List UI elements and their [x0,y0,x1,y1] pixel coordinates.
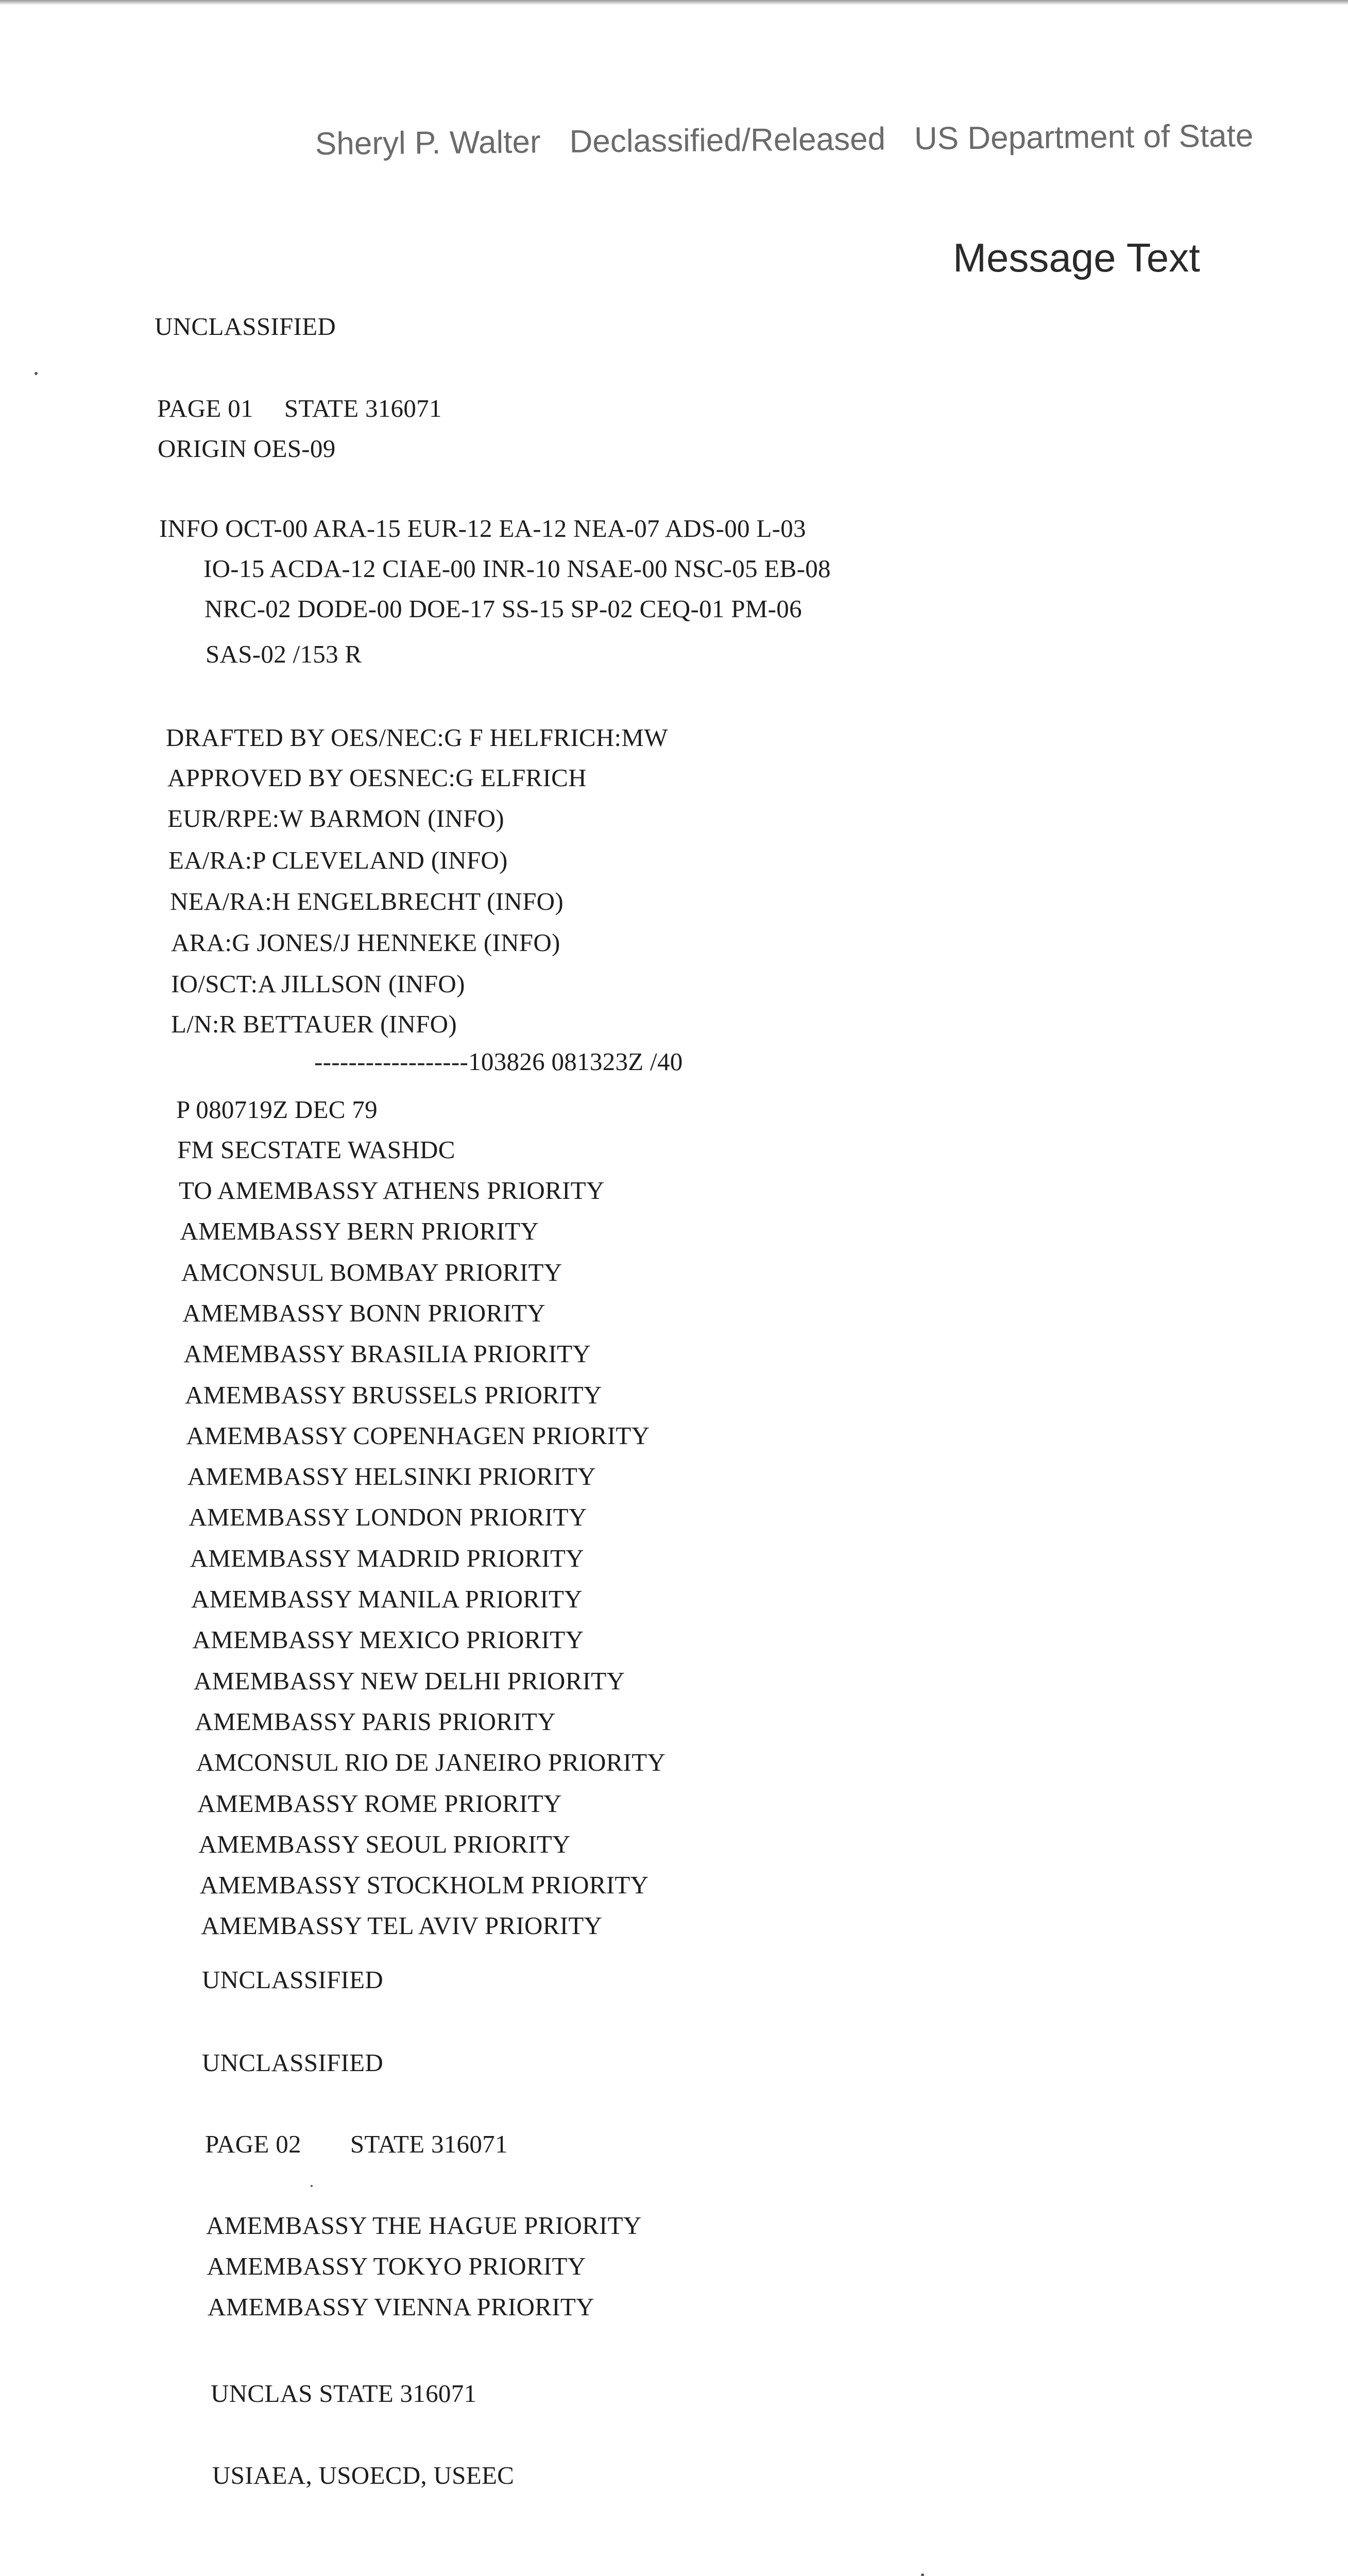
classification-top: UNCLASSIFIED [155,312,336,341]
page-number-line-2 [205,2129,508,2159]
addressee-line: AMEMBASSY BRASILIA PRIORITY [183,1340,591,1368]
info-line-1: INFO OCT-00 ARA-15 EUR-12 EA-12 NEA-07 ADS-00 L-03 [159,514,806,543]
page-number: PAGE 01 [157,394,253,422]
from-line: FM SECSTATE WASHDC [177,1136,455,1164]
reviewer-name: Sheryl P. Walter [315,124,541,162]
addressee-line: AMEMBASSY MEXICO PRIORITY [192,1625,584,1654]
addressee-line: AMEMBASSY HELSINKI PRIORITY [187,1462,596,1491]
clearance-ara: ARA:G JONES/J HENNEKE (INFO) [171,928,560,957]
agency-name: US Department of State [914,118,1254,157]
addressee-line: AMEMBASSY STOCKHOLM PRIORITY [199,1871,649,1900]
cable-reference: STATE 316071 [284,394,442,422]
cable-reference: STATE 316071 [350,2130,508,2158]
info-line-2: IO-15 ACDA-12 CIAE-00 INR-10 NSAE-00 NSC-05 EB-08 [203,554,831,583]
unclas-line: UNCLAS STATE 316071 [211,2379,477,2408]
scan-speck [921,2573,924,2576]
tags-line: USIAEA, USOECD, USEEC [212,2461,515,2489]
addressee-line: AMEMBASSY PARIS PRIORITY [195,1707,556,1736]
drafted-by: DRAFTED BY OES/NEC:G F HELFRICH:MW [166,723,668,752]
addressee-line: AMEMBASSY THE HAGUE PRIORITY [206,2211,642,2240]
info-line-3: NRC-02 DODE-00 DOE-17 SS-15 SP-02 CEQ-01 PM-06 [204,595,802,623]
release-status: Declassified/Released [569,121,886,160]
addressee-line: AMCONSUL BOMBAY PRIORITY [181,1258,562,1286]
transmission-separator: ------------------103826 081323Z /40 [314,1047,683,1076]
page-title: Message Text [953,235,1200,280]
page-number: PAGE 02 [205,2130,301,2158]
clearance-eur: EUR/RPE:W BARMON (INFO) [167,804,504,833]
approved-by: APPROVED BY OESNEC:G ELFRICH [167,764,587,792]
addressee-line: AMEMBASSY TEL AVIV PRIORITY [201,1911,603,1940]
addressee-line: AMEMBASSY BONN PRIORITY [182,1298,545,1327]
clearance-io: IO/SCT:A JILLSON (INFO) [171,970,465,998]
addressee-line: AMEMBASSY VIENNA PRIORITY [208,2293,594,2321]
clearance-l: L/N:R BETTAUER (INFO) [171,1010,457,1038]
addressee-line: AMEMBASSY ROME PRIORITY [197,1789,562,1818]
addressee-line: AMEMBASSY MADRID PRIORITY [190,1544,584,1572]
addressee-line: AMEMBASSY SEOUL PRIORITY [198,1829,571,1858]
classification-page2-top: UNCLASSIFIED [202,2048,384,2077]
scan-speck [35,372,38,375]
addressee-line: AMCONSUL RIO DE JANEIRO PRIORITY [196,1748,666,1777]
addressee-line: AMEMBASSY BRUSSELS PRIORITY [185,1380,602,1409]
scan-speck [311,2185,313,2187]
origin-line: ORIGIN OES-09 [158,434,336,463]
addressee-line: AMEMBASSY MANILA PRIORITY [191,1585,583,1613]
classification-page1-bottom: UNCLASSIFIED [202,1965,384,1994]
date-time-group: P 080719Z DEC 79 [176,1095,378,1124]
addressee-line: AMEMBASSY LONDON PRIORITY [189,1503,587,1532]
addressee-line: AMEMBASSY TOKYO PRIORITY [207,2252,586,2280]
clearance-nea: NEA/RA:H ENGELBRECHT (INFO) [170,887,564,916]
scan-top-edge [0,0,1348,5]
addressee-line: TO AMEMBASSY ATHENS PRIORITY [179,1176,605,1205]
info-line-4: SAS-02 /153 R [206,640,362,668]
clearance-ea: EA/RA:P CLEVELAND (INFO) [168,846,508,874]
addressee-line: AMEMBASSY BERN PRIORITY [180,1217,539,1246]
page-number-line [157,394,442,423]
addressee-line: AMEMBASSY COPENHAGEN PRIORITY [186,1421,650,1450]
addressee-line: AMEMBASSY NEW DELHI PRIORITY [193,1666,625,1695]
declassification-header [315,117,1283,162]
